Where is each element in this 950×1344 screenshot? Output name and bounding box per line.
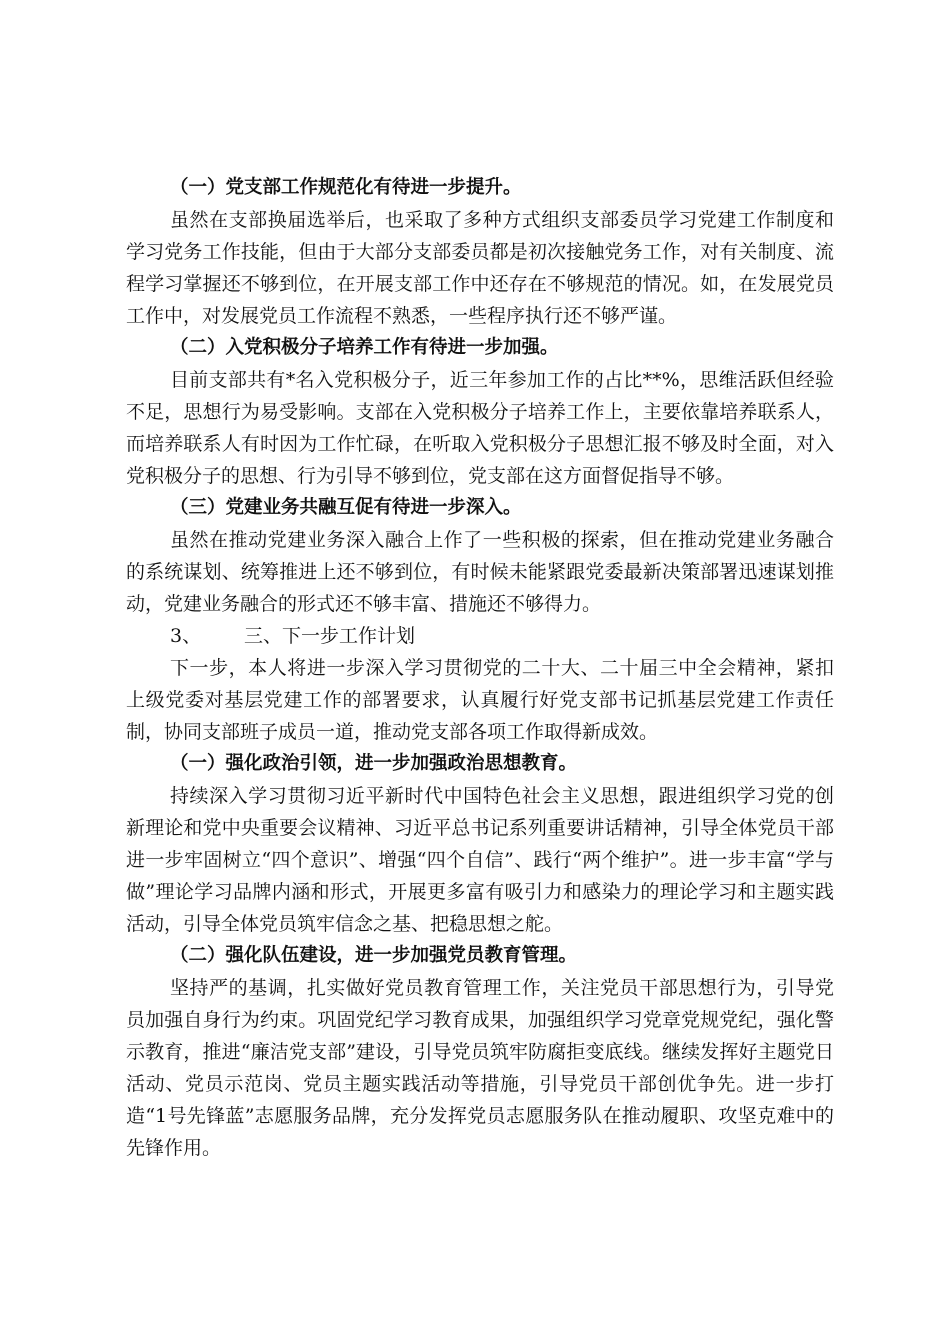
paragraph-next-plan-intro: 下一步，本人将进一步深入学习贯彻党的二十大、二十届三中全会精神，紧扣上级党委对基层党建工作的部署要求，认真履行好党支部书记抓基层党建工作责任制，协同支部班子成员一道，推动党支部各项工作取得新成效。 [126, 657, 834, 743]
subheading-team-building: （二）强化队伍建设，进一步加强党员教育管理。 [170, 945, 578, 966]
document-body [126, 172, 834, 1164]
section-number: 3、 [170, 625, 202, 647]
section-heading-next-plan [126, 620, 834, 652]
paragraph-standardization: 虽然在支部换届选举后，也采取了多种方式组织支部委员学习党建工作制度和学习党务工作技能，但由于大部分支部委员都是初次接触党务工作，对有关制度、流程学习掌握还不够到位，在开展支部工作中还存在不够规范的情况。如，在发展党员工作中，对发展党员工作流程不熟悉，一些程序执行还不够严谨。 [126, 209, 834, 327]
paragraph-political-guidance: 持续深入学习贯彻习近平新时代中国特色社会主义思想，跟进组织学习党的创新理论和党中央重要会议精神、习近平总书记系列重要讲话精神，引导全体党员干部进一步牢固树立“四个意识”、增强“四个自信”、践行“两个维护”。进一步丰富“学与做”理论学习品牌内涵和形式，开展更多富有吸引力和感染力的理论学习和主题实践活动，引导全体党员筑牢信念之基、把稳思想之舵。 [126, 785, 834, 935]
paragraph-integration: 虽然在推动党建业务深入融合上作了一些积极的探索，但在推动党建业务融合的系统谋划、统筹推进上还不够到位，有时候未能紧跟党委最新决策部署迅速谋划推动，党建业务融合的形式还不够丰富、措施还不够得力。 [126, 529, 834, 615]
subheading-standardization: （一）党支部工作规范化有待进一步提升。 [170, 177, 522, 198]
paragraph-team-building: 坚持严的基调，扎实做好党员教育管理工作，关注党员干部思想行为，引导党员加强自身行为约束。巩固党纪学习教育成果，加强组织学习党章党规党纪，强化警示教育，推进“廉洁党支部”建设，引导党员筑牢防腐拒变底线。继续发挥好主题党日活动、党员示范岗、党员主题实践活动等措施，引导党员干部创优争先。进一步打造“1号先锋蓝”志愿服务品牌，充分发挥党员志愿服务队在推动履职、攻坚克难中的先锋作用。 [126, 977, 834, 1159]
paragraph-activist-training: 目前支部共有*名入党积极分子，近三年参加工作的占比**%，思维活跃但经验不足，思想行为易受影响。支部在入党积极分子培养工作上，主要依靠培养联系人，而培养联系人有时因为工作忙碌，在听取入党积极分子思想汇报不够及时全面，对入党积极分子的思想、行为引导不够到位，党支部在这方面督促指导不够。 [126, 369, 834, 487]
subheading-integration: （三）党建业务共融互促有待进一步深入。 [170, 497, 522, 518]
subheading-political-guidance: （一）强化政治引领，进一步加强政治思想教育。 [170, 753, 578, 774]
section-title: 三、下一步工作计划 [244, 625, 416, 647]
subheading-activist-training: （二）入党积极分子培养工作有待进一步加强。 [170, 337, 559, 358]
